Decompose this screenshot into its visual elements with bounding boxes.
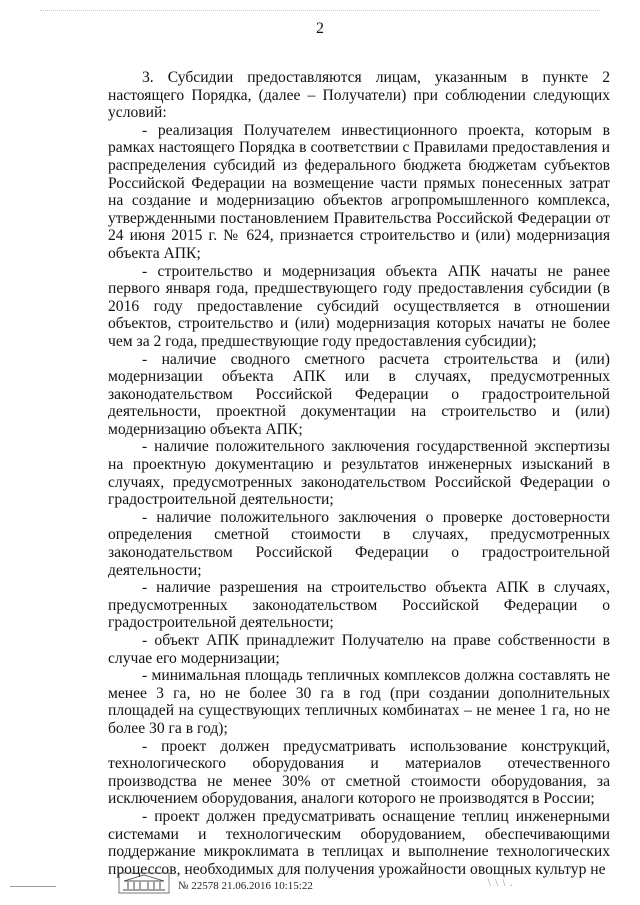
paragraph: - наличие положительного заключения государственной экспертизы на проектную документацию и результатов инженерных изысканий в случаях, предусмотренных законодательством Российской Федерации о градостроительной деятельности; [108, 438, 610, 509]
page-footer [0, 872, 640, 902]
paragraph: - проект должен предусматривать оснащение теплиц инженерными системами и технологическим оборудованием, обеспечивающими поддержание микроклимата в теплицах и выполнение технологических процессов, необходимых для получения урожайности овощных культур не [108, 807, 610, 878]
building-logo-icon [118, 872, 170, 894]
header-dotted-line [40, 10, 600, 11]
document-registration-info: № 22578 21.06.2016 10:15:22 [178, 880, 313, 892]
paragraph: 3. Субсидии предоставляются лицам, указанным в пункте 2 настоящего Порядка, (далее – Получатели) при соблюдении следующих условий: [108, 69, 610, 122]
footer-rule [10, 886, 56, 887]
paragraph: - минимальная площадь тепличных комплексов должна составлять не менее 3 га, но не более 30 га в год (при создании дополнительных площадей на существующих тепличных комбинатах – не менее 1 га, но не более 30 га в год); [108, 667, 610, 737]
paragraph: - наличие положительного заключения о проверке достоверности определения сметной стоимости в случаях, предусмотренных законодательством Российской Федерации о градостроительной деятельности; [108, 508, 610, 579]
page-number: 2 [316, 20, 324, 37]
paragraph: - проект должен предусматривать использование конструкций, технологического оборудования и материалов отечественного производства не менее 30% от сметной стоимости оборудования, за исключением оборудования, аналоги которого не производятся в России; [108, 737, 610, 808]
paragraph: - объект АПК принадлежит Получателю на праве собственности в случае его модернизации; [108, 632, 610, 667]
footer-mark: \ \ \ . [488, 878, 514, 889]
paragraph: - наличие сводного сметного расчета строительства и (или) модернизации объекта АПК или в случаях, предусмотренных законодательством Российской Федерации о градостроительной деятельности, проектной документации на строительство и (или) модернизацию объекта АПК; [108, 350, 610, 438]
paragraph: - строительство и модернизация объекта АПК начаты не ранее первого января года, предшествующего году предоставления субсидии (в 2016 году предоставление субсидий осуществляется в отношении объектов, строительство и (или) модернизация которых начаты не более чем за 2 года, предшествующие году предоставления субсидии); [108, 262, 610, 350]
paragraph: - реализация Получателем инвестиционного проекта, которым в рамках настоящего Порядка в соответствии с Правилами предоставления и распределения субсидий из федерального бюджета бюджетам субъектов Российской Федерации на возмещение части прямых понесенных затрат на создание и модернизацию объектов агропромышленного комплекса, утвержденными постановлением Правительства Российской Федерации от 24 июня 2015 г. № 624, признается строительство и (или) модернизация объекта АПК; [108, 121, 610, 262]
paragraph: - наличие разрешения на строительство объекта АПК в случаях, предусмотренных законодательством Российской Федерации о градостроительной деятельности; [108, 579, 610, 632]
document-body [108, 69, 610, 878]
